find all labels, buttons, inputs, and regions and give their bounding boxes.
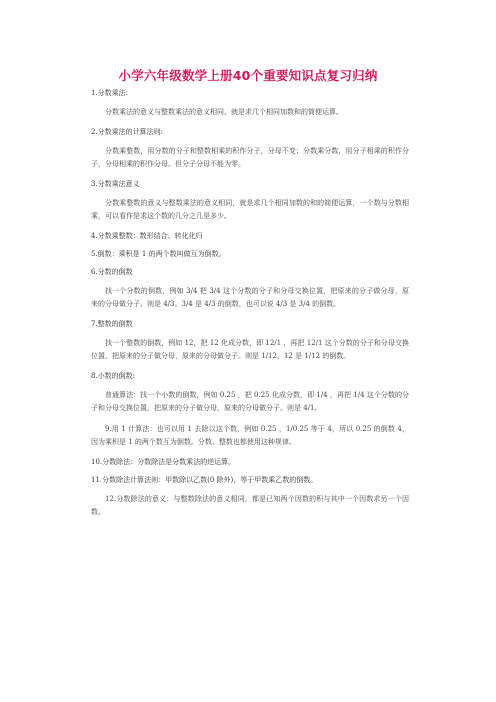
section-body-8: 普通算法：找一个小数的倒数，例如 0.25 ，把 0.25 化成分数，即 1/4 ，再把 1/4 这个分数的分子和分母交换位置，把原来的分子做分母，原来的分母做分子。则是 4/1。 [91, 391, 409, 412]
section-heading-7: 7.整数的倒数 [91, 320, 133, 328]
section-body-6: 找一个分数的倒数，例如 3/4 把 3/4 这个分数的分子和分母交换位置，把原来的分子做分母，原来的分母做分子。则是 4/3。3/4 是 4/3 的倒数，也可以说 4/3 是 3/4 的倒数。 [91, 287, 409, 308]
section-body-7: 找一个整数的倒数，例如 12，把 12 化成分数，即 12/1 ，再把 12/1 这个分数的分子和分母交换位置，把原来的分子做分母，原来的分母做分子。则是 1/12，12 是 1/12 的倒数。 [91, 339, 409, 360]
section-body-3: 分数乘整数的意义与整数乘法的意义相同，就是求几个相同加数的和的简便运算，一个数与分数相乘，可以看作是求这个数的几分之几是多少。 [91, 199, 409, 220]
section-heading-1: 1.分数乘法: [91, 89, 129, 97]
section-body-1: 分数乘法的意义与整数乘法的意义相同，就是求几个相同加数和的简便运算。 [105, 108, 343, 116]
document-title: 小学六年级数学上册40个重要知识点复习归纳 [118, 68, 378, 83]
section-heading-11: 11.分数除法计算法则：甲数除以乙数(0 除外)，等于甲数乘乙数的倒数。 [91, 476, 318, 484]
section-paragraph-12: 12.分数除法的意义：与整数除法的意义相同，都是已知两个因数的积与其中一个因数求另一个因数。 [91, 495, 409, 516]
section-heading-6: 6.分数的倒数 [91, 268, 133, 276]
section-paragraph-9: 9.用 1 计算法：也可以用 1 去除以这个数，例如 0.25 ，1/0.25 等于 4，所以 0.25 的倒数 4，因为乘积是 1 的两个数互为倒数。分数、整数也都使用这种规律。 [91, 425, 409, 446]
section-heading-8: 8.小数的倒数: [91, 372, 136, 380]
section-heading-10: 10.分数除法：分数除法是分数乘法的逆运算。 [91, 458, 236, 466]
section-body-2: 分数乘整数，用分数的分子和整数相乘的积作分子，分母不变；分数乘分数，用分子相乘的积作分子，分母相乘的积作分母。但分子分母不能为零。 [91, 147, 409, 168]
section-heading-5: 5.倒数：乘积是 1 的两个数叫做互为倒数。 [91, 250, 226, 258]
document-body [91, 88, 409, 527]
section-heading-3: 3.分数乘法意义 [91, 180, 140, 188]
section-heading-4: 4.分数乘整数：数形结合、转化化归 [91, 232, 203, 240]
section-heading-2: 2.分数乘法的计算法则: [91, 128, 164, 136]
